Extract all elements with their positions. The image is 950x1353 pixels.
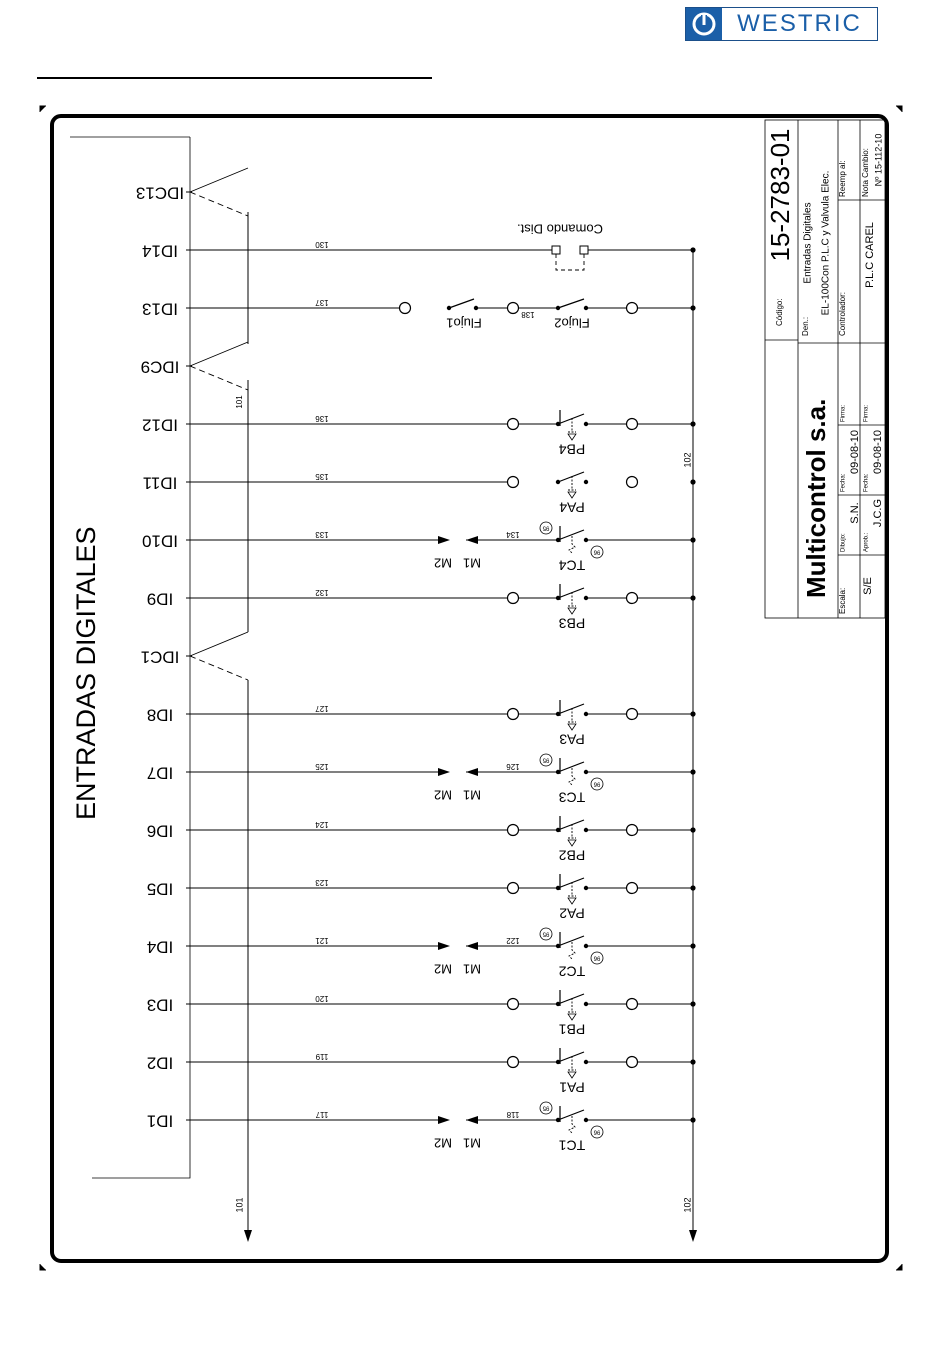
terminal-circle [627, 419, 638, 430]
motor-label-m2: M2 [433, 1135, 453, 1151]
terminal-circle [508, 709, 519, 720]
terminal-label: ID1 [146, 1111, 174, 1131]
contact-blade [558, 530, 584, 540]
actuator-head [568, 840, 576, 846]
bus-101-arrow [244, 1230, 252, 1242]
motor-label-m1: M1 [462, 787, 482, 803]
motor-arrow [438, 768, 450, 776]
terminal-circle [508, 593, 519, 604]
motor-label-m1: M1 [462, 961, 482, 977]
contact-95-label: 95 [542, 756, 550, 763]
contact-blade [558, 299, 584, 308]
device-label: PA1 [559, 1079, 585, 1096]
terminal-label: ID3 [146, 995, 174, 1015]
nota-value: Nº 15-112-10 [873, 133, 884, 187]
motor-label-m2: M2 [433, 555, 453, 571]
contact-blade [558, 994, 584, 1004]
motor-arrow [438, 1116, 450, 1124]
escala-label: Escala: [838, 587, 848, 614]
wire-number: 137 [315, 297, 329, 307]
terminal-label: ID14 [142, 241, 178, 261]
fecha-value-2: 09-08-10 [871, 429, 884, 475]
sheet-border [52, 116, 887, 1261]
contact-96-label: 96 [593, 954, 601, 961]
circuit [70, 137, 697, 1242]
den-line1: Entradas Digitales [802, 202, 814, 284]
terminal-label: ID8 [146, 705, 174, 725]
contact-blade [558, 936, 584, 946]
contact-96-label: 96 [593, 1128, 601, 1135]
wire-number: 126 [506, 761, 520, 771]
common-branch [190, 168, 248, 192]
bus-junction [690, 247, 695, 252]
terminal-label: IDC13 [135, 183, 185, 203]
bus-junction [690, 885, 695, 890]
device-label: PA3 [559, 731, 585, 748]
device-label: TC3 [558, 789, 586, 806]
wire-number: 123 [315, 877, 329, 887]
contact-blade [449, 299, 474, 308]
bus-junction [690, 827, 695, 832]
den-label: Den.: [801, 316, 811, 336]
wire-number: 127 [315, 703, 329, 713]
bus-101-label-mid: 101 [235, 395, 245, 409]
terminal-label: ID13 [142, 299, 178, 319]
contact-blade [558, 1110, 584, 1120]
bus-101-label: 101 [234, 1197, 245, 1213]
terminal-circle [627, 593, 638, 604]
fecha-label-2: Fecha: [863, 473, 870, 492]
device-label: TC1 [558, 1137, 586, 1154]
bus-junction [690, 421, 695, 426]
terminal-label: ID6 [146, 821, 174, 841]
terminal-circle [508, 825, 519, 836]
bus-junction [690, 1001, 695, 1006]
terminal-circle [627, 1057, 638, 1068]
terminal-label: IDC9 [140, 357, 180, 377]
terminal-circle [627, 477, 638, 488]
common-branch [190, 342, 248, 366]
bus-junction [690, 769, 695, 774]
common-branch-dashed [190, 366, 248, 390]
terminal-label: ID9 [146, 589, 174, 609]
terminal-circle [627, 709, 638, 720]
fecha-value-1: 09-08-10 [848, 429, 861, 475]
device-label: PB1 [558, 1021, 586, 1038]
controlador-label: Controlador: [838, 291, 848, 336]
wire-number: 130 [315, 239, 329, 249]
contact-blade [558, 588, 584, 598]
common-branch-dashed [190, 656, 248, 680]
common-branch [190, 632, 248, 656]
terminal-label: ID11 [142, 473, 178, 493]
terminal-circle [508, 419, 519, 430]
dibujo-value: S.N. [848, 502, 861, 524]
nota-label: Nota Cambio: [861, 148, 871, 197]
remote-terminal [580, 246, 588, 254]
terminal-label: ID5 [146, 879, 174, 899]
terminal-circle [400, 303, 411, 314]
motor-label-m1: M1 [462, 555, 482, 571]
bus-102-label-mid: 102 [682, 452, 693, 468]
bus-junction [690, 595, 695, 600]
company-name: Multicontrol s.a. [800, 398, 831, 598]
bus-junction [690, 1059, 695, 1064]
remote-terminal [552, 246, 560, 254]
contact-blade [558, 820, 584, 830]
thermal-actuator [569, 942, 575, 959]
controlador-value: P.L.C CAREL [863, 222, 876, 288]
wire-number: 121 [315, 935, 329, 945]
reemp-label: Reemp al: [838, 160, 848, 197]
wire-number: 138 [521, 309, 535, 319]
codigo-label: Código: [775, 298, 785, 326]
thermal-actuator [569, 536, 575, 553]
motor-arrow [438, 942, 450, 950]
terminal-circle [627, 999, 638, 1010]
wire-number: 122 [506, 935, 520, 945]
actuator-head [568, 1072, 576, 1078]
contact-blade [558, 414, 584, 424]
crop-marks [40, 106, 902, 1270]
contact-blade [558, 1052, 584, 1062]
bus-junction [690, 537, 695, 542]
bus-junction [690, 711, 695, 716]
wire-number: 117 [315, 1109, 329, 1119]
terminal-circle [627, 825, 638, 836]
fecha-label-1: Fecha: [840, 473, 847, 492]
wire-number: 136 [315, 413, 329, 423]
comando-label: Comando Dist. [517, 221, 603, 237]
terminal-circle [627, 883, 638, 894]
terminal-circle [508, 477, 519, 488]
motor-label-m2: M2 [433, 787, 453, 803]
device-label: PB2 [558, 847, 586, 864]
thermal-actuator [569, 768, 575, 785]
device-label: TC2 [558, 963, 586, 980]
terminal-label: ID10 [142, 531, 178, 551]
device-label: Flujo1 [446, 315, 482, 331]
wire-number: 132 [315, 587, 329, 597]
dibujo-label: Dibujo: [840, 533, 847, 552]
sheet-title: ENTRADAS DIGITALES [71, 526, 101, 820]
motor-label-m2: M2 [433, 961, 453, 977]
contact-blade [558, 472, 584, 482]
escala-value: S/E [861, 577, 874, 595]
terminal-label: ID4 [146, 937, 174, 957]
contact-blade [558, 878, 584, 888]
contact-95-label: 95 [542, 930, 550, 937]
terminal-circle [627, 303, 638, 314]
contact-blade [558, 704, 584, 714]
bus-junction [690, 943, 695, 948]
motor-label-m1: M1 [462, 1135, 482, 1151]
bus-102-arrow [689, 1230, 697, 1242]
aprob-value: J.C.G [871, 498, 884, 528]
wire-number: 135 [315, 471, 329, 481]
wire-number: 125 [315, 761, 329, 771]
terminal-label: IDC1 [140, 647, 180, 667]
contact-95-label: 95 [542, 1104, 550, 1111]
wire-number: 134 [506, 529, 520, 539]
device-label: PB4 [558, 441, 586, 458]
common-branch-dashed [190, 192, 248, 216]
terminal-circle [508, 883, 519, 894]
actuator-head [568, 724, 576, 730]
terminal-label: ID7 [146, 763, 174, 783]
wire-number: 120 [315, 993, 329, 1003]
aprob-label: Aprob.: [863, 532, 870, 552]
device-label: Flujo2 [554, 315, 590, 331]
device-label: TC4 [558, 557, 586, 574]
den-line2: EL-100Con P.L.C y Valvula Elec. [820, 170, 832, 316]
brand-name: WESTRIC [737, 10, 862, 37]
bus-junction [690, 305, 695, 310]
actuator-head [568, 492, 576, 498]
terminal-label: ID12 [142, 415, 178, 435]
wire-number: 119 [315, 1051, 329, 1061]
remote-link [556, 254, 584, 270]
actuator-head [568, 1014, 576, 1020]
contact-96-label: 96 [593, 548, 601, 555]
wire-number: 124 [315, 819, 329, 829]
firma-label-2: Firma: [863, 405, 870, 422]
terminal-circle [508, 303, 519, 314]
thermal-actuator [569, 1116, 575, 1133]
terminal-circle [508, 999, 519, 1010]
firma-label-1: Firma: [840, 405, 847, 422]
device-label: PA4 [559, 499, 585, 516]
title-block-text [765, 129, 884, 615]
contact-terminal [584, 480, 588, 484]
bus-junction [690, 1117, 695, 1122]
actuator-head [568, 434, 576, 440]
motor-arrow [438, 536, 450, 544]
contact-95-label: 95 [542, 524, 550, 531]
device-label: PA2 [559, 905, 585, 922]
terminal-label: ID2 [146, 1053, 174, 1073]
actuator-head [568, 898, 576, 904]
wire-number: 133 [315, 529, 329, 539]
bus-102-label: 102 [682, 1197, 693, 1213]
terminal-circle [508, 1057, 519, 1068]
device-label: PB3 [558, 615, 586, 632]
bus-junction [690, 479, 695, 484]
wire-number: 118 [506, 1109, 520, 1119]
drawing-code: 15-2783-01 [764, 128, 795, 262]
contact-blade [558, 762, 584, 772]
contact-96-label: 96 [593, 780, 601, 787]
actuator-head [568, 608, 576, 614]
